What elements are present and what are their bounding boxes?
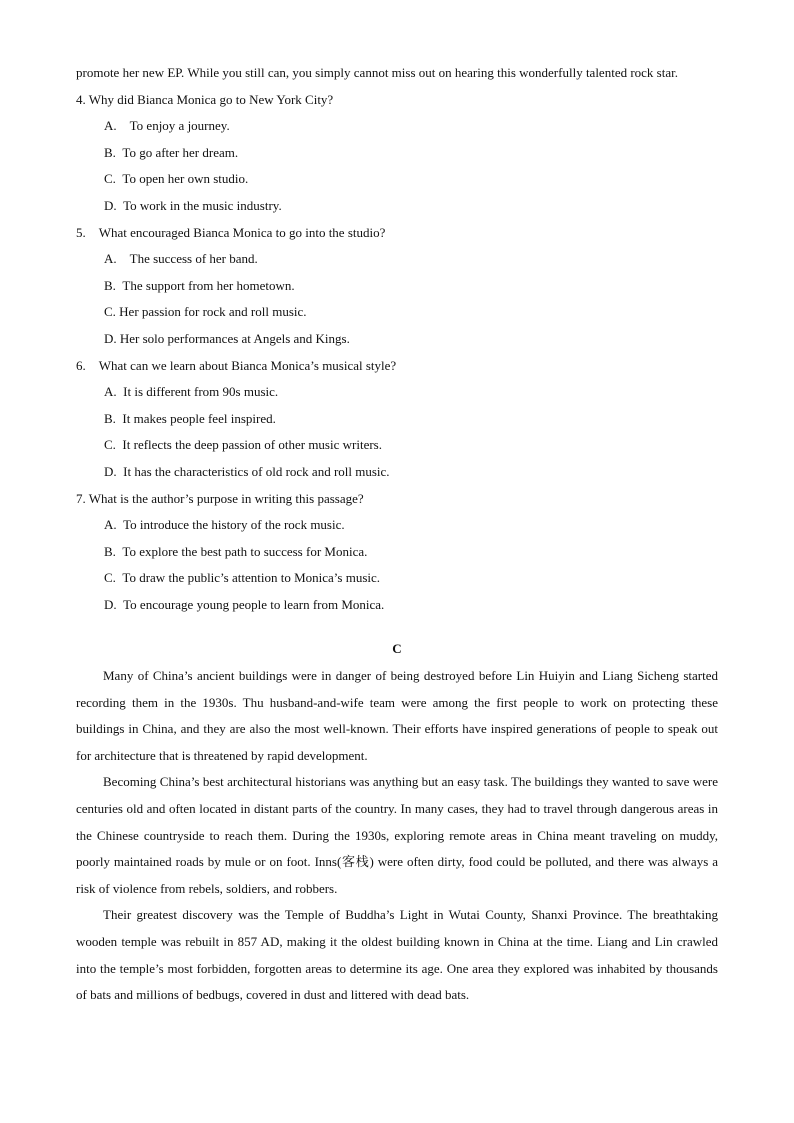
option-a: A. To introduce the history of the rock music.	[104, 517, 345, 533]
option-c: C. To open her own studio.	[104, 171, 249, 187]
option-c: C. Her passion for rock and roll music.	[104, 304, 307, 320]
option-b: B. To explore the best path to success for Monica.	[104, 543, 368, 559]
question-6	[76, 353, 718, 486]
option-b: B. To go after her dream.	[104, 144, 239, 160]
option-d: D. Her solo performances at Angels and Kings.	[104, 330, 350, 346]
question-text: 5. What encouraged Bianca Monica to go into the studio?	[76, 224, 386, 240]
document-page	[76, 60, 718, 1009]
option-c: C. To draw the public’s attention to Monica’s music.	[104, 570, 381, 586]
option-d: D. To work in the music industry.	[104, 197, 282, 213]
paragraph: Becoming China’s best architectural historians was anything but an easy task. The buildings they wanted to save were centuries old and often located in distant parts of the country. In many cases, they had to travel through dangerous areas in the Chinese countryside to reach them. During the 1930s, exploring remote areas in China meant traveling on muddy, poorly maintained roads by mule or on foot. Inns(客栈) were often dirty, food could be polluted, and there was always a risk of violence from rebels, soldiers, and robbers.	[76, 774, 718, 896]
question-text: 6. What can we learn about Bianca Monica’s musical style?	[76, 357, 397, 373]
section-heading: C	[392, 641, 402, 657]
option-d: D. It has the characteristics of old rock and roll music.	[104, 463, 390, 479]
paragraph: Many of China’s ancient buildings were in danger of being destroyed before Lin Huiyin and Liang Sicheng started recording them in the 1930s. Thu husband-and-wife team were among the first people to work on protecting these buildings in China, and they are also the most well-known. Their efforts have inspired generations of people to speak out for architecture that is threatened by rapid development.	[76, 668, 718, 763]
option-d: D. To encourage young people to learn from Monica.	[104, 596, 385, 612]
option-a: A. To enjoy a journey.	[104, 118, 230, 134]
option-b: B. It makes people feel inspired.	[104, 410, 276, 426]
option-b: B. The support from her hometown.	[104, 277, 295, 293]
question-5	[76, 220, 718, 353]
question-7	[76, 486, 718, 619]
question-4	[76, 87, 718, 220]
question-text: 4. Why did Bianca Monica go to New York City?	[76, 91, 334, 107]
option-c: C. It reflects the deep passion of other music writers.	[104, 437, 382, 453]
option-a: A. The success of her band.	[104, 251, 258, 267]
option-a: A. It is different from 90s music.	[104, 384, 279, 400]
passage-b-ending: promote her new EP. While you still can, you simply cannot miss out on hearing this wonderfully talented rock star.	[76, 65, 678, 80]
paragraph: Their greatest discovery was the Temple of Buddha’s Light in Wutai County, Shanxi Province. The breathtaking wooden temple was rebuilt in 857 AD, making it the oldest building known in China at the time. Liang and Lin crawled into the temple’s most forbidden, forgotten areas to determine its age. One area they explored was inhabited by thousands of bats and millions of bedbugs, covered in dust and littered with dead bats.	[76, 907, 718, 1003]
question-text: 7. What is the author’s purpose in writing this passage?	[76, 490, 364, 506]
